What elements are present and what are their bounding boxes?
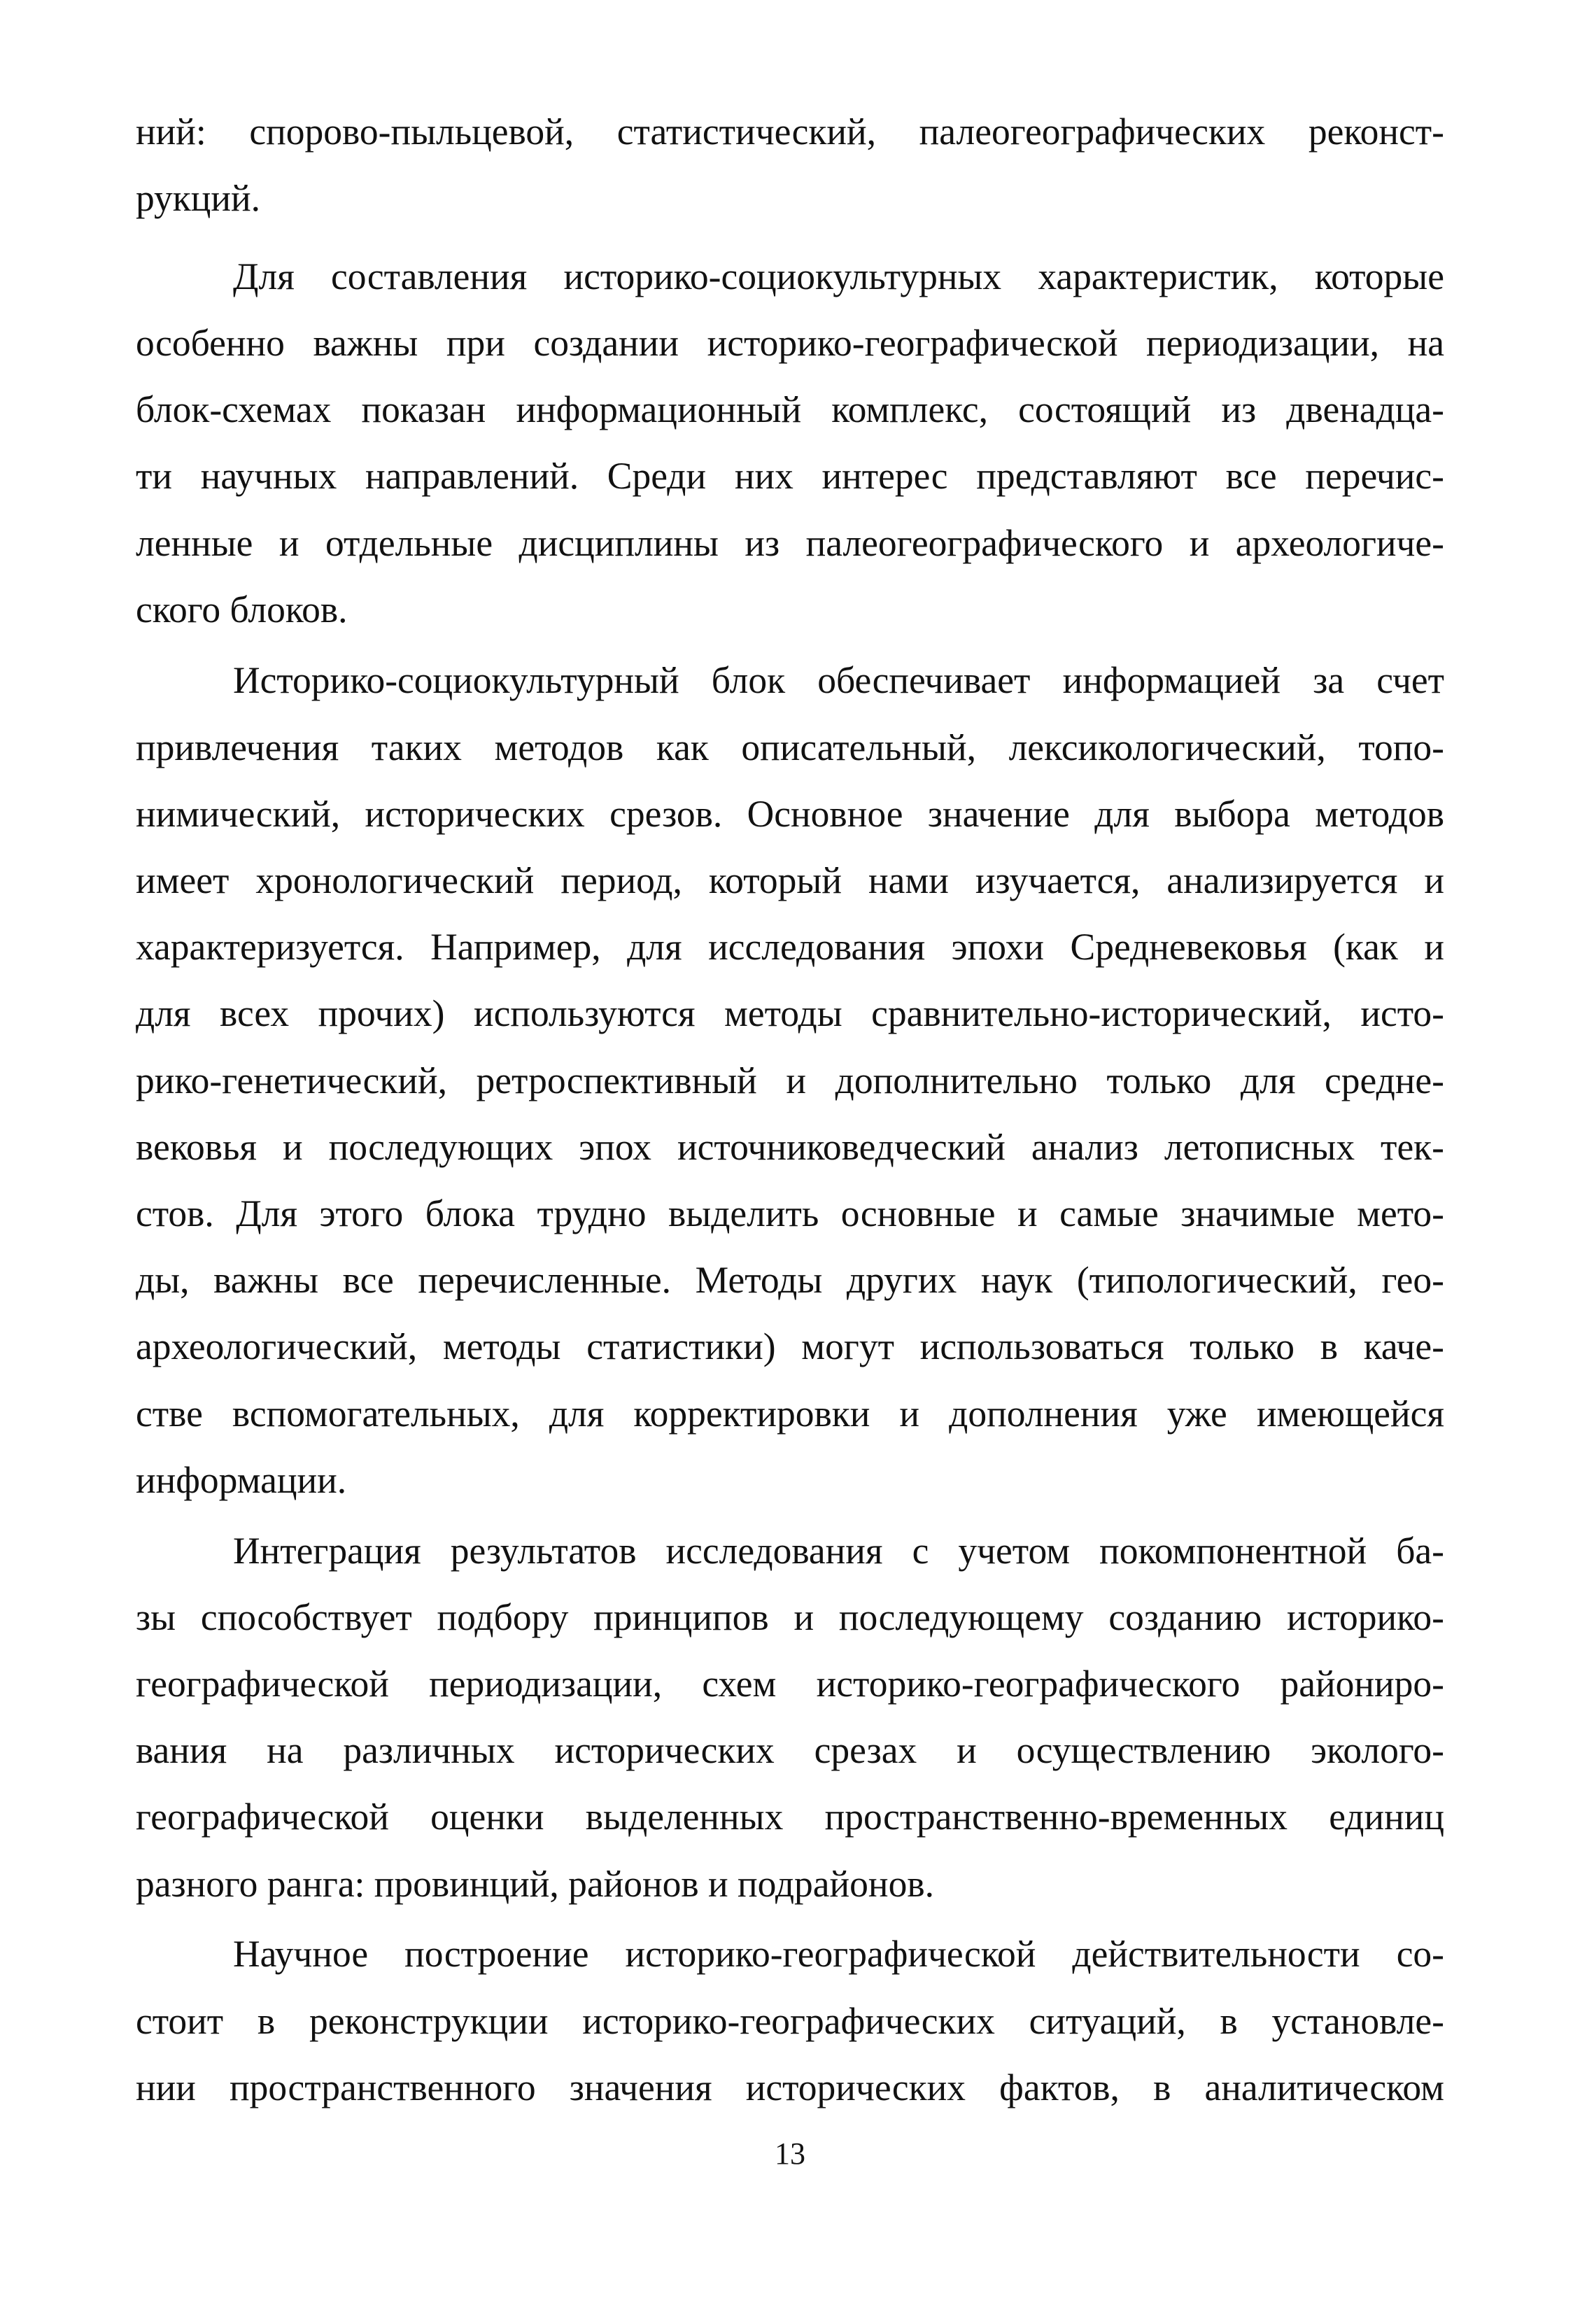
text-line: имеет хронологический период, который нами изучается, анализируется и — [136, 859, 1444, 901]
text-line: зы способствует подбору принципов и последующему созданию историко- — [136, 1596, 1444, 1638]
text-line: ти научных направлений. Среди них интерес представляют все перечис- — [136, 455, 1444, 497]
text-line: ленные и отдельные дисциплины из палеогеографического и археологиче- — [136, 522, 1444, 564]
text-line: информации. — [136, 1459, 347, 1501]
text-line: привлечения таких методов как описательный, лексикологический, топо- — [136, 726, 1444, 768]
text-line: ний: спорово-пыльцевой, статистический, палеогеографических реконст- — [136, 111, 1444, 153]
text-line: особенно важны при создании историко-географической периодизации, на — [136, 322, 1444, 364]
text-line: вековья и последующих эпох источниковедческий анализ летописных тек- — [136, 1126, 1444, 1168]
text-line: для всех прочих) используются методы сравнительно-исторический, исто- — [136, 992, 1444, 1034]
text-line: географической периодизации, схем историко-географического райониро- — [136, 1663, 1444, 1705]
text-line: ды, важны все перечисленные. Методы других наук (типологический, гео- — [136, 1259, 1444, 1301]
page-number: 13 — [775, 2136, 805, 2171]
text-line: географической оценки выделенных пространственно-временных единиц — [136, 1796, 1444, 1838]
text-line: стов. Для этого блока трудно выделить основные и самые значимые мето- — [136, 1192, 1444, 1234]
text-line: блок-схемах показан информационный комплекс, состоящий из двенадца- — [136, 388, 1444, 430]
text-line: разного ранга: провинций, районов и подрайонов. — [136, 1863, 934, 1905]
text-line: ского блоков. — [136, 589, 348, 631]
text-line: стоит в реконструкции историко-географических ситуаций, в установле- — [136, 2000, 1444, 2042]
text-line: рукций. — [136, 177, 261, 219]
text-line: Интеграция результатов исследования с учетом покомпонентной ба- — [233, 1530, 1444, 1572]
text-line: вания на различных исторических срезах и осуществлению эколого- — [136, 1729, 1444, 1771]
text-line: Научное построение историко-географической действительности со- — [233, 1933, 1444, 1975]
text-line: нимический, исторических срезов. Основное значение для выбора методов — [136, 793, 1444, 835]
text-line: нии пространственного значения исторических фактов, в аналитическом — [136, 2066, 1444, 2108]
text-line: стве вспомогательных, для корректировки и дополнения уже имеющейся — [136, 1393, 1444, 1435]
text-line: характеризуется. Например, для исследования эпохи Средневековья (как и — [136, 926, 1444, 968]
text-line: археологический, методы статистики) могут использоваться только в каче- — [136, 1325, 1444, 1367]
text-line: Историко-социокультурный блок обеспечивает информацией за счет — [233, 659, 1444, 701]
text-line: Для составления историко-социокультурных характеристик, которые — [233, 255, 1444, 297]
text-line: рико-генетический, ретроспективный и дополнительно только для средне- — [136, 1059, 1444, 1101]
